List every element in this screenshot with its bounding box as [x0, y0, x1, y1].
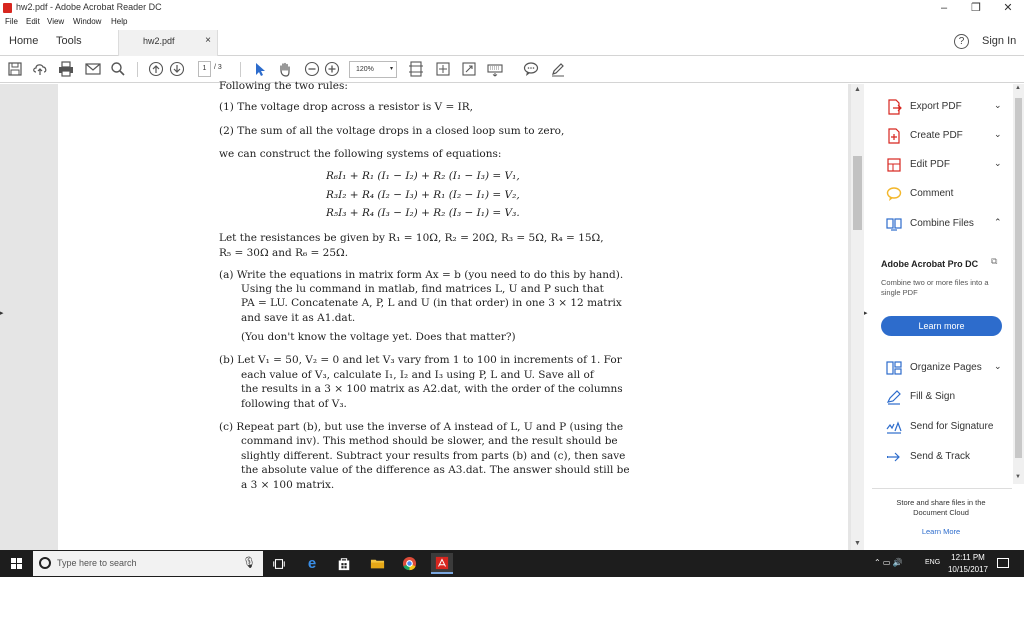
- equation-line: R₃I₂ + R₄ (I₂ − I₃) + R₁ (I₂ − I₁) = V₂,: [326, 189, 520, 201]
- menu-file[interactable]: File: [5, 17, 18, 26]
- tool-label: Send for Signature: [910, 421, 994, 432]
- print-icon[interactable]: [58, 61, 74, 77]
- scroll-up-icon[interactable]: ▲: [1015, 85, 1021, 91]
- full-screen-icon[interactable]: [461, 61, 477, 77]
- upload-cloud-icon[interactable]: [32, 61, 48, 77]
- chevron-down-icon: ▾: [389, 66, 393, 72]
- sign-in-link[interactable]: Sign In: [982, 35, 1017, 47]
- chevron-down-icon[interactable]: ⌄: [994, 100, 1002, 110]
- collapse-left-pane-icon[interactable]: ▸: [0, 310, 4, 317]
- tool-comment[interactable]: [886, 185, 1014, 203]
- create-pdf-icon: [886, 128, 902, 144]
- search-icon[interactable]: [110, 61, 126, 77]
- next-page-icon[interactable]: [169, 61, 185, 77]
- tool-send-track[interactable]: [886, 448, 1014, 466]
- document-text-line: R₅ = 30Ω and R₆ = 25Ω.: [219, 247, 349, 259]
- cloud-storage-text: Store and share files in the Document Cloud: [896, 498, 986, 517]
- chevron-up-icon[interactable]: ⌃: [994, 217, 1002, 227]
- store-icon[interactable]: [333, 553, 355, 574]
- document-text-line: we can construct the following systems of equations:: [219, 148, 502, 160]
- scroll-down-icon[interactable]: ▼: [854, 540, 861, 547]
- clock-time[interactable]: 12:11 PM: [951, 553, 985, 562]
- toolbar: [0, 56, 1024, 83]
- page-fit-icon[interactable]: [408, 61, 424, 77]
- document-text-line: (a) Write the equations in matrix form Ax = b (you need to do this by hand).: [219, 269, 624, 281]
- zoom-in-icon[interactable]: [324, 61, 340, 77]
- copy-files-icon: ⧉: [991, 256, 998, 266]
- windows-taskbar: [0, 550, 1024, 577]
- page-total: / 3: [214, 64, 222, 71]
- tool-label: Fill & Sign: [910, 391, 956, 402]
- system-tray-icons[interactable]: ⌃ ▭ 🔊: [874, 558, 903, 567]
- tab-tools[interactable]: Tools: [56, 35, 82, 47]
- task-view-icon[interactable]: [268, 553, 290, 574]
- tabs-bar: [0, 30, 1024, 56]
- menu-bar: [0, 16, 1024, 30]
- document-text-line: a 3 × 100 matrix.: [241, 479, 335, 491]
- acrobat-taskbar-icon[interactable]: [431, 553, 453, 574]
- save-icon[interactable]: [7, 61, 23, 77]
- tool-edit-pdf[interactable]: [886, 156, 1014, 174]
- empty-area: [0, 577, 1024, 627]
- maximize-button[interactable]: ❐: [971, 2, 981, 14]
- windows-start-icon[interactable]: [11, 558, 22, 569]
- comment-icon: [886, 186, 902, 202]
- hand-tool-icon[interactable]: [277, 61, 293, 77]
- tool-label: Send & Track: [910, 451, 971, 462]
- toolbar-divider: [240, 62, 241, 77]
- chevron-down-icon[interactable]: ⌄: [994, 129, 1002, 139]
- pdf-page: [58, 80, 848, 550]
- taskbar-search-input[interactable]: [33, 551, 263, 576]
- menu-edit[interactable]: Edit: [26, 17, 40, 26]
- tool-label: Export PDF: [910, 101, 962, 112]
- edge-browser-icon[interactable]: e: [307, 555, 317, 572]
- keyboard-icon[interactable]: [487, 61, 503, 77]
- document-text-line: PA = LU. Concatenate A, P, L and U (in that order) in one 3 × 12 matrix: [241, 297, 622, 309]
- chevron-down-icon[interactable]: ⌄: [994, 158, 1002, 168]
- pane-divider: [872, 488, 1012, 489]
- menu-help[interactable]: Help: [111, 17, 128, 26]
- combine-files-icon: [886, 216, 902, 232]
- tool-export-pdf[interactable]: [886, 98, 1014, 116]
- document-text-line: (b) Let V₁ = 50, V₂ = 0 and let V₃ vary from 1 to 100 in increments of 1. For: [219, 354, 622, 366]
- file-explorer-icon[interactable]: [366, 553, 388, 574]
- document-text-line: the absolute value of the difference as A3.dat. The answer should still be: [241, 464, 630, 476]
- collapse-right-pane-icon[interactable]: ▸: [864, 310, 868, 317]
- notifications-icon[interactable]: [997, 558, 1009, 568]
- document-text-line: following that of V₃.: [241, 398, 347, 410]
- scroll-down-icon[interactable]: ▼: [1015, 474, 1021, 480]
- document-text-line: command inv). This method should be slower, and the result should be: [241, 435, 618, 447]
- export-pdf-icon: [886, 99, 902, 115]
- document-text-line: Using the lu command in matlab, find matrices L, U and P such that: [241, 283, 604, 295]
- title-bar: [0, 0, 1024, 16]
- tool-combine-files[interactable]: [886, 215, 1014, 233]
- tool-create-pdf[interactable]: [886, 127, 1014, 145]
- tab-home[interactable]: Home: [9, 35, 39, 47]
- fill-sign-icon: [886, 389, 902, 405]
- select-cursor-icon[interactable]: [252, 61, 268, 77]
- highlight-pen-icon[interactable]: [550, 61, 566, 77]
- document-text-line: (You don't know the voltage yet. Does that matter?): [241, 331, 516, 343]
- email-icon[interactable]: [85, 61, 101, 77]
- send-track-icon: [886, 449, 902, 465]
- clock-date[interactable]: 10/15/2017: [947, 565, 989, 574]
- close-window-button[interactable]: ✕: [1003, 2, 1013, 14]
- document-text-line: each value of V₃, calculate I₁, I₂ and I₃ using P, L and U. Save all of: [241, 369, 594, 381]
- toolbar-divider: [137, 62, 138, 77]
- minimize-button[interactable]: –: [940, 2, 948, 14]
- window-title: hw2.pdf - Adobe Acrobat Reader DC: [16, 2, 162, 12]
- scrollbar-thumb[interactable]: [1015, 98, 1022, 458]
- comment-icon[interactable]: [523, 61, 539, 77]
- promo-title: Adobe Acrobat Pro DC: [881, 259, 979, 269]
- tab-document[interactable]: [118, 30, 218, 56]
- document-text-line: Let the resistances be given by R₁ = 10Ω, R₂ = 20Ω, R₃ = 5Ω, R₄ = 15Ω,: [219, 232, 604, 244]
- microphone-icon[interactable]: 🎙: [242, 557, 256, 569]
- tool-label: Edit PDF: [910, 159, 951, 170]
- document-scrollbar[interactable]: [851, 84, 864, 550]
- tool-label: Combine Files: [910, 218, 974, 229]
- close-tab-icon[interactable]: ×: [205, 35, 211, 46]
- send-signature-icon: [886, 419, 902, 435]
- input-language[interactable]: ENG: [925, 559, 941, 566]
- chevron-down-icon[interactable]: ⌄: [994, 361, 1002, 371]
- document-text-line: slightly different. Subtract your results from parts (b) and (c), then save: [241, 450, 626, 462]
- tool-organize-pages[interactable]: [886, 359, 1014, 377]
- document-text-line: the results in a 3 × 100 matrix as A2.dat, with the order of the columns: [241, 383, 623, 395]
- document-text-line: Following the two rules:: [219, 80, 348, 92]
- scrollbar-thumb[interactable]: [853, 156, 862, 230]
- document-text-line: and save it as A1.dat.: [241, 312, 356, 324]
- tool-send-for-signature[interactable]: [886, 418, 1014, 436]
- equation-line: R₅I₃ + R₄ (I₃ − I₂) + R₂ (I₃ − I₁) = V₃.: [326, 207, 520, 219]
- tool-fill-sign[interactable]: [886, 388, 1014, 406]
- search-placeholder: Type here to search: [57, 558, 137, 568]
- tools-pane-scrollbar[interactable]: [1013, 84, 1024, 484]
- edit-pdf-icon: [886, 157, 902, 173]
- cortana-icon: [39, 557, 51, 569]
- zoom-level-value: 120%: [356, 66, 374, 73]
- page-number-input[interactable]: 1: [198, 61, 211, 77]
- document-view[interactable]: [0, 80, 864, 550]
- tool-label: Comment: [910, 188, 954, 199]
- zoom-out-icon[interactable]: [304, 61, 320, 77]
- learn-more-link[interactable]: Learn More: [921, 527, 961, 536]
- tools-pane: [872, 84, 1024, 550]
- tool-label: Create PDF: [910, 130, 963, 141]
- document-text-line: (2) The sum of all the voltage drops in a closed loop sum to zero,: [219, 125, 565, 137]
- menu-view[interactable]: View: [47, 17, 65, 26]
- scroll-up-icon[interactable]: ▲: [854, 86, 861, 93]
- document-text-line: (c) Repeat part (b), but use the inverse of A instead of L, U and P (using the: [219, 421, 624, 433]
- scrolling-mode-icon[interactable]: [435, 61, 451, 77]
- promo-description: Combine two or more files into a single PDF: [881, 278, 989, 297]
- help-icon[interactable]: ?: [954, 34, 969, 49]
- menu-window[interactable]: Window: [73, 17, 102, 26]
- learn-more-button[interactable]: Learn more: [881, 316, 1002, 336]
- document-text-line: (1) The voltage drop across a resistor is V = IR,: [219, 101, 474, 113]
- organize-pages-icon: [886, 360, 902, 376]
- tool-label: Organize Pages: [910, 362, 982, 373]
- previous-page-icon[interactable]: [148, 61, 164, 77]
- zoom-level-select[interactable]: [349, 61, 397, 78]
- document-tab-label: hw2.pdf: [143, 36, 175, 46]
- acrobat-app-icon: [3, 3, 12, 13]
- chrome-browser-icon[interactable]: [398, 553, 420, 574]
- equation-line: R₆I₁ + R₁ (I₁ − I₂) + R₂ (I₁ − I₃) = V₁,: [326, 170, 520, 182]
